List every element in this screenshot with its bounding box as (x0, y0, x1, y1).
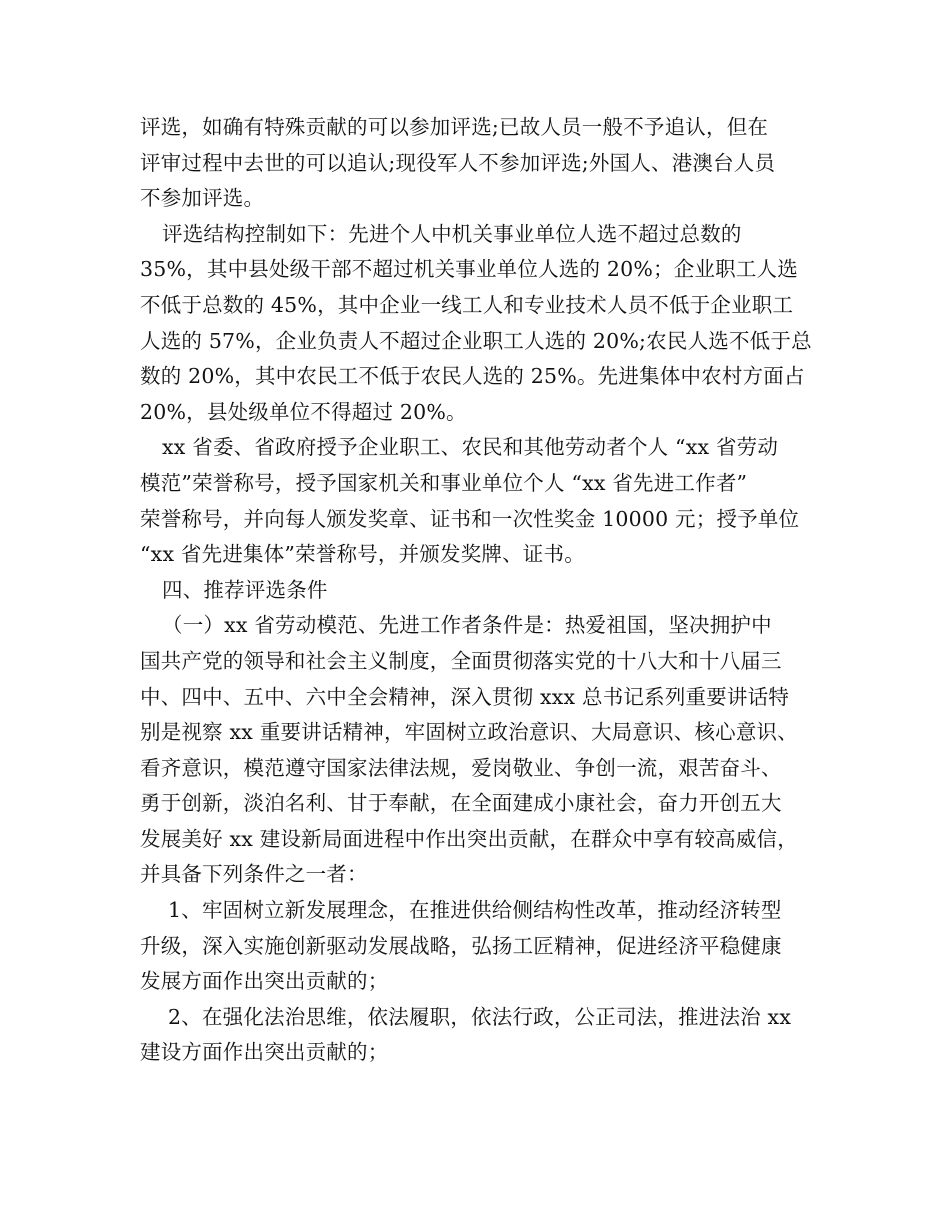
text-line: 国共产党的领导和社会主义制度，全面贯彻落实党的十八大和十八届三 (140, 648, 782, 673)
text-line: 评选，如确有特殊贡献的可以参加评选;已故人员一般不予追认，但在 (140, 115, 769, 139)
text-line: 荣誉称号，并向每人颁发奖章、证书和一次性奖金 10000 元；授予单位 (140, 506, 800, 531)
text-line: 别是视察 xx 重要讲话精神，牢固树立政治意识、大局意识、核心意识、 (140, 720, 798, 745)
paragraph-start-line: xx 省委、省政府授予企业职工、农民和其他劳动者个人 “xx 省劳动 (162, 435, 779, 460)
text-line: 20%，县处级单位不得超过 20%。 (140, 399, 467, 424)
text-line: 建设方面作出突出贡献的； (140, 1040, 389, 1065)
paragraph-start-line: 评选结构控制如下：先进个人中机关事业单位人选不超过总数的 (162, 221, 742, 246)
text-line: 模范”荣誉称号，授予国家机关和事业单位个人 “xx 省先进工作者” (140, 470, 748, 495)
section-heading: 四、推荐评选条件 (162, 577, 328, 602)
text-line: 勇于创新，淡泊名利、甘于奉献，在全面建成小康社会，奋力开创五大 (140, 791, 782, 816)
text-line: 评审过程中去世的可以追认;现役军人不参加评选;外国人、港澳台人员 (140, 150, 776, 175)
text-line: 发展方面作出突出贡献的； (140, 969, 389, 994)
document-body (140, 110, 820, 1071)
text-line: 中、四中、五中、六中全会精神，深入贯彻 xxx 总书记系列重要讲话特 (140, 684, 790, 709)
text-line: 数的 20%，其中农民工不低于农民人选的 25%。先进集体中农村方面占 (140, 364, 805, 389)
text-line: 升级，深入实施创新驱动发展战略，弘扬工匠精神，促进经济平稳健康 (140, 933, 782, 958)
text-line: “xx 省先进集体”荣誉称号，并颁发奖牌、证书。 (140, 542, 585, 567)
text-line: 人选的 57%，企业负责人不超过企业职工人选的 20%;农民人选不低于总 (140, 328, 812, 353)
text-line: 35%，其中县处级干部不超过机关事业单位人选的 20%；企业职工人选 (140, 257, 798, 282)
text-line: 不参加评选。 (140, 186, 265, 211)
paragraph-start-line: （一）xx 省劳动模范、先进工作者条件是：热爱祖国，坚决拥护中 (162, 613, 772, 638)
text-line: 发展美好 xx 建设新局面进程中作出突出贡献，在群众中享有较高威信， (140, 826, 798, 851)
text-line: 并具备下列条件之一者： (140, 862, 368, 887)
list-item-start-line: 2、在强化法治思维，依法履职，依法行政，公正司法，推进法治 xx (168, 1004, 792, 1029)
list-item-start-line: 1、牢固树立新发展理念，在推进供给侧结构性改革，推动经济转型 (168, 898, 782, 923)
text-line: 不低于总数的 45%，其中企业一线工人和专业技术人员不低于企业职工 (140, 292, 794, 317)
text-line: 看齐意识，模范遵守国家法律法规，爱岗敬业、争创一流，艰苦奋斗、 (140, 755, 782, 780)
